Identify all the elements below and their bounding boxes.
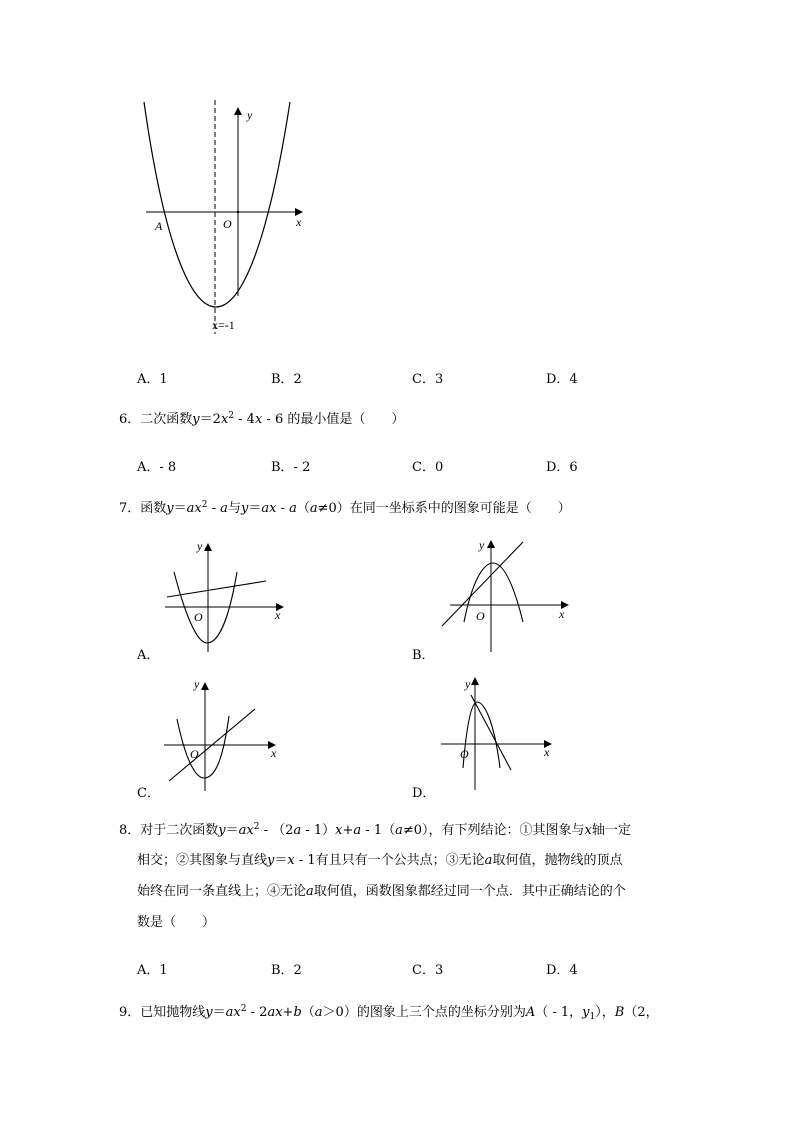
- question-text: ），: [595, 1005, 615, 1020]
- exponent: 2: [228, 411, 235, 421]
- graph-c-y-label: y: [194, 677, 200, 691]
- graph-d-origin: O: [460, 747, 469, 761]
- question-text: +: [342, 823, 354, 838]
- var: a: [314, 1005, 323, 1020]
- var: ax: [261, 501, 277, 516]
- question-text: ＞0）的图象上三个点的坐标分别为: [322, 1005, 526, 1020]
- q8-option-c[interactable]: C．3: [412, 963, 444, 978]
- graph-d-y-label: y: [465, 677, 471, 691]
- question-text: - 1）: [301, 823, 336, 838]
- graph-b[interactable]: [442, 538, 568, 652]
- question-text: 函数: [140, 501, 167, 516]
- var: y: [192, 412, 200, 427]
- symmetry-axis-label: x=-1: [212, 318, 235, 332]
- question-text: 已知抛物线: [140, 1005, 206, 1020]
- subscript: 1: [589, 1012, 596, 1022]
- graph-c-x-label: x: [271, 746, 277, 760]
- question-text: （ - 1，: [535, 1005, 583, 1020]
- y-axis-label: y: [247, 108, 253, 122]
- question-text: -: [276, 501, 290, 516]
- var: ax: [238, 823, 254, 838]
- var: y: [218, 823, 226, 838]
- graph-a-origin: O: [194, 610, 203, 624]
- graph-a-y-label: y: [197, 539, 203, 553]
- var: ax: [186, 501, 202, 516]
- question-8-line-4: 数是（ ）: [137, 915, 216, 930]
- var: ax: [267, 1005, 283, 1020]
- question-text: （2，: [624, 1005, 659, 1020]
- question-text: 取何值，抛物线的顶点: [492, 853, 623, 868]
- exponent: 2: [201, 500, 208, 510]
- var: a: [306, 884, 314, 899]
- question-text: ＝: [212, 1005, 226, 1020]
- var: a: [289, 501, 297, 516]
- q7-graph-b-label[interactable]: B．: [412, 648, 435, 663]
- question-text: - （2: [259, 823, 294, 838]
- var: A: [525, 1005, 536, 1020]
- var: a: [220, 501, 228, 516]
- question-text: ≠0）在同一坐标系中的图象可能是（ ）: [317, 501, 571, 516]
- var: x: [287, 853, 295, 868]
- question-text: 取何值，函数图象都经过同一个点．其中正确结论的个: [313, 884, 626, 899]
- var: y: [582, 1005, 590, 1020]
- q6-option-a[interactable]: A．- 8: [137, 460, 177, 475]
- graph-b-y-label: y: [479, 538, 485, 552]
- var: a: [395, 823, 403, 838]
- question-text: （: [296, 501, 310, 516]
- question-text: 对于二次函数: [140, 823, 219, 838]
- var: y: [240, 501, 249, 516]
- question-number: 7．: [119, 501, 141, 516]
- question-number: 8．: [119, 823, 141, 838]
- q5-option-b[interactable]: B．2: [271, 372, 302, 387]
- var: a: [293, 823, 302, 838]
- question-text: - 1（: [361, 823, 396, 838]
- question-text: - 4: [234, 412, 255, 427]
- q5-option-c[interactable]: C．3: [412, 372, 444, 387]
- question-8-line-1: [119, 823, 631, 839]
- q7-graph-d-label[interactable]: D．: [412, 786, 436, 801]
- var: y: [166, 501, 174, 516]
- q5-option-d[interactable]: D．4: [546, 372, 578, 387]
- exponent: 2: [253, 822, 260, 832]
- x-axis-label: x: [296, 215, 302, 229]
- question-text: - 6 的最小值是（ ）: [262, 412, 405, 427]
- graph-c-origin: O: [190, 747, 199, 761]
- graph-c[interactable]: [164, 677, 277, 791]
- graph-b-x-label: x: [559, 607, 565, 621]
- var: x: [220, 412, 229, 427]
- question-text: ＝: [225, 823, 239, 838]
- question-text: ≠0），有下列结论：①其图象与: [402, 823, 585, 838]
- graph-a[interactable]: [165, 539, 283, 652]
- question-9: [119, 1005, 659, 1021]
- question-text: 相交；②其图象与直线: [137, 853, 268, 868]
- var: b: [293, 1005, 302, 1020]
- var: x: [335, 823, 343, 838]
- var: B: [614, 1005, 625, 1020]
- q6-option-d[interactable]: D．6: [546, 460, 578, 475]
- question-text: +: [282, 1005, 294, 1020]
- q7-graph-c-label[interactable]: C．: [137, 786, 160, 801]
- var: y: [205, 1005, 213, 1020]
- var: x: [584, 823, 592, 838]
- q7-graph-a-label[interactable]: A．: [137, 648, 160, 663]
- question-text: ＝: [274, 853, 288, 868]
- question-text: 始终在同一条直线上；④无论: [137, 884, 307, 899]
- q6-option-c[interactable]: C．0: [412, 460, 444, 475]
- question-text: 与: [227, 501, 241, 516]
- question-text: ＝2: [199, 412, 221, 427]
- var: x: [254, 412, 263, 427]
- q8-option-b[interactable]: B．2: [271, 963, 302, 978]
- question-text: 二次函数: [140, 412, 193, 427]
- question-8-line-3: [137, 884, 626, 900]
- graph-d-x-label: x: [544, 745, 550, 759]
- question-text: ＝: [173, 501, 187, 516]
- graph-b-origin: O: [476, 609, 485, 623]
- question-text: （: [301, 1005, 315, 1020]
- q8-option-d[interactable]: D．4: [546, 963, 578, 978]
- q5-option-a[interactable]: A．1: [137, 372, 168, 387]
- question-text: - 2: [246, 1005, 268, 1020]
- exponent: 2: [240, 1004, 247, 1014]
- question-number: 6．: [119, 412, 141, 427]
- point-a-label: A: [155, 219, 163, 233]
- var: ax: [225, 1005, 241, 1020]
- var: a: [484, 853, 493, 868]
- question-text: 轴一定: [591, 823, 631, 838]
- graph-d[interactable]: [441, 677, 551, 790]
- question-text: -: [207, 501, 221, 516]
- graph-a-x-label: x: [275, 608, 281, 622]
- question-8-line-2: [137, 853, 622, 869]
- var: a: [309, 501, 318, 516]
- origin-label: O: [223, 217, 232, 231]
- q8-option-a[interactable]: A．1: [137, 963, 168, 978]
- question-text: ＝: [248, 501, 262, 516]
- question-number: 9．: [119, 1005, 141, 1020]
- var: a: [353, 823, 362, 838]
- var: y: [267, 853, 275, 868]
- question-text: - 1有且只有一个公共点；③无论: [294, 853, 485, 868]
- q6-option-b[interactable]: B．- 2: [271, 460, 311, 475]
